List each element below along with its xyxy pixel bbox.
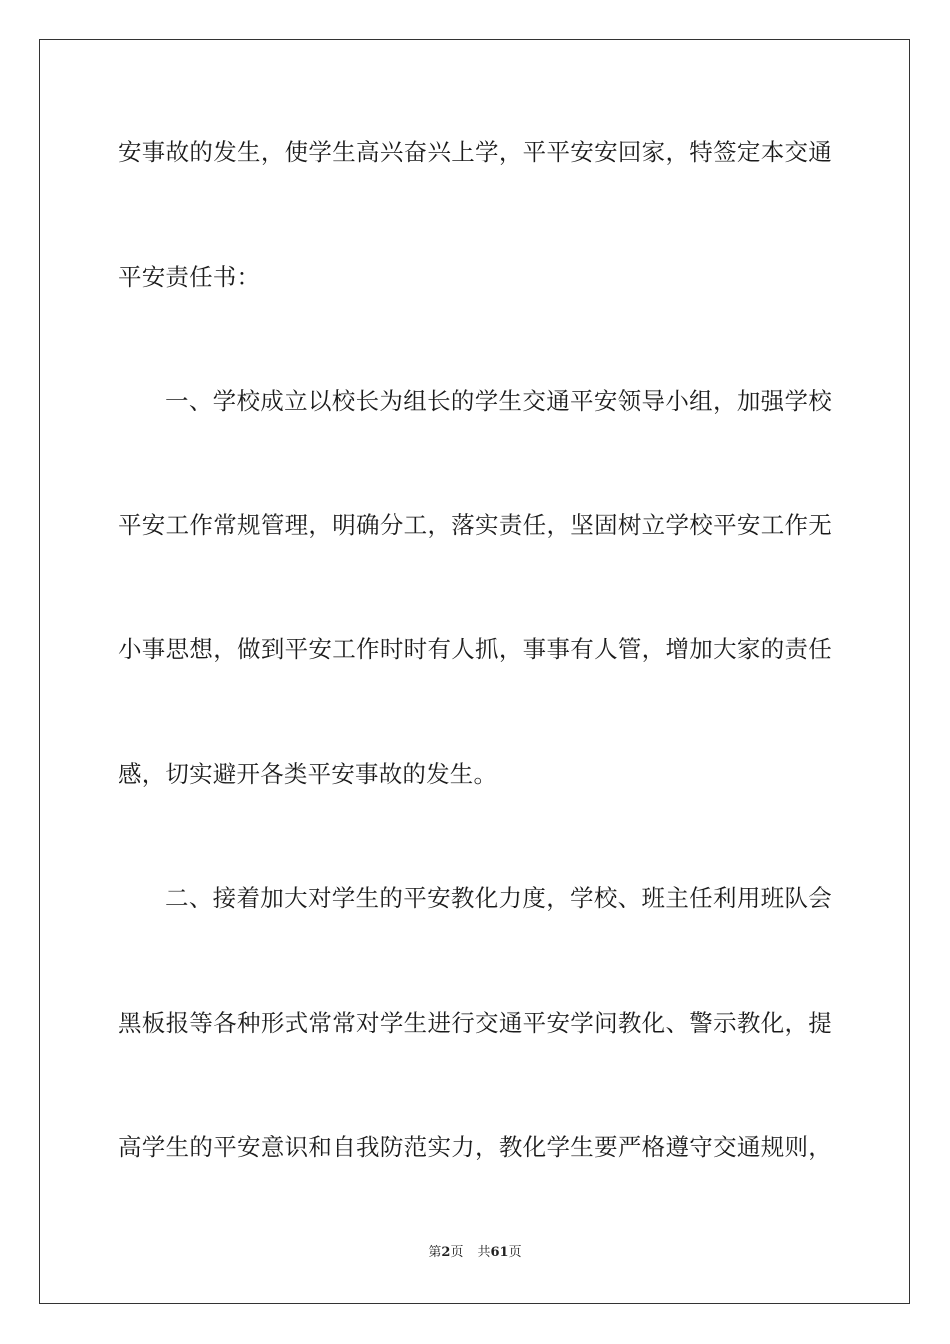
page-border — [39, 39, 910, 1304]
paragraph-2-line-2: 黑板报等各种形式常常对学生进行交通平安学问教化、警示教化，提 — [118, 1009, 832, 1037]
paragraph-1-line-1: 一、学校成立以校长为组长的学生交通平安领导小组，加强学校 — [165, 387, 832, 415]
text-line-1: 安事故的发生，使学生高兴奋兴上学，平平安安回家，特签定本交通 — [118, 138, 832, 166]
paragraph-1-line-3: 小事思想，做到平安工作时时有人抓，事事有人管，增加大家的责任 — [118, 635, 832, 663]
total-prefix: 共 — [477, 1245, 491, 1260]
total-suffix: 页 — [508, 1245, 522, 1260]
total-pages: 61 — [490, 1245, 509, 1260]
page-suffix: 页 — [450, 1245, 464, 1260]
page-footer — [0, 1244, 950, 1262]
paragraph-1-line-4: 感，切实避开各类平安事故的发生。 — [118, 760, 498, 788]
paragraph-2-line-3: 高学生的平安意识和自我防范实力，教化学生要严格遵守交通规则， — [118, 1133, 832, 1161]
text-line-2: 平安责任书： — [118, 263, 261, 291]
paragraph-1-line-2: 平安工作常规管理，明确分工，落实责任，坚固树立学校平安工作无 — [118, 511, 832, 539]
page-number: 2 — [441, 1245, 451, 1260]
page-prefix: 第 — [428, 1245, 442, 1260]
paragraph-2-line-1: 二、接着加大对学生的平安教化力度，学校、班主任利用班队会 — [165, 884, 832, 912]
